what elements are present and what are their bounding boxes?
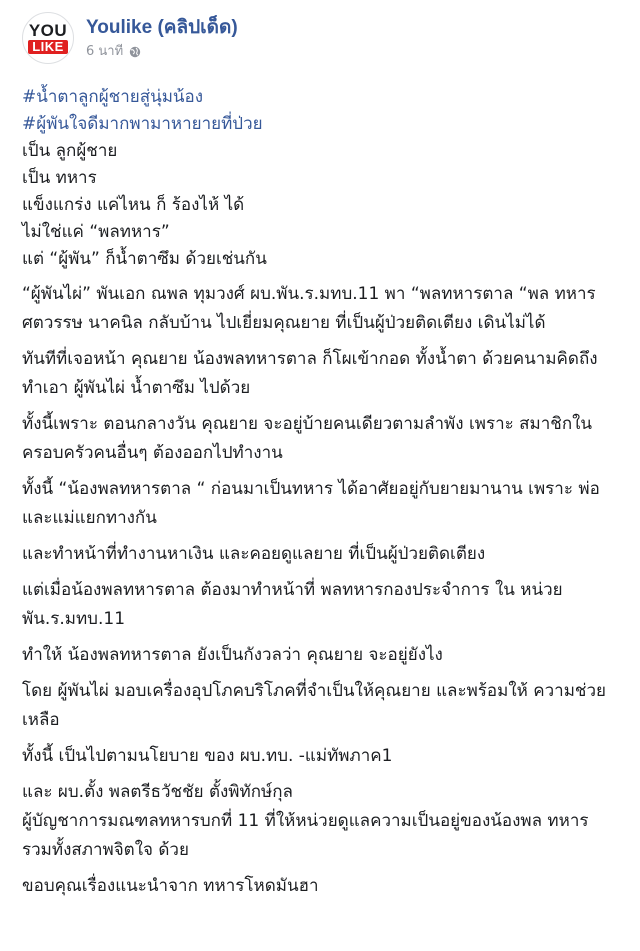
post-header-text <box>86 12 238 60</box>
post-paragraph: ทันทีที่เจอหน้า คุณยาย น้องพลทหารตาล ก็โผเข้ากอด ทั้งน้ำตา ด้วยคนามคิดถึง ทำเอา ผู้พันไผ่ น้ำตาซึม ไปด้วย <box>22 349 598 398</box>
post-paragraph: ทำให้ น้องพลทหารตาล ยังเป็นกังวลว่า คุณยาย จะอยู่ยังไง <box>22 645 443 665</box>
intro-line: แข็งแกร่ง แค่ไหน ก็ ร้องไห้ ได้ <box>22 195 245 215</box>
post-header <box>22 12 626 74</box>
intro-line: แต่ “ผู้พัน” ก็น้ำตาซึม ด้วยเช่นกัน <box>22 249 267 269</box>
globe-icon[interactable] <box>129 46 141 58</box>
post-paragraph: และทำหน้าที่ทำงานหาเงิน และคอยดูแลยาย ที่เป็นผู้ป่วยติดเตียง <box>22 544 486 564</box>
post-timestamp[interactable]: 6 นาที <box>86 44 124 59</box>
hashtag-link[interactable]: #น้ำตาลูกผู้ชายสู่นุ่มน้อง <box>22 87 204 107</box>
hashtag-link[interactable]: #ผู้พันใจดีมากพามาหายายที่ป่วย <box>22 114 263 134</box>
avatar[interactable] <box>22 12 74 64</box>
credit-line: ขอบคุณเรื่องแนะนำจาก ทหารโหดมันฮา <box>22 876 319 896</box>
page-name-link[interactable]: Youlike (คลิปเด็ด) <box>86 17 238 38</box>
closing-line: ผู้บัญชาการมณฑลทหารบกที่ 11 ที่ให้หน่วยดูแลความเป็นอยู่ของน้องพล ทหาร รวมทั้งสภาพจิตใจ ด้วย <box>22 811 589 860</box>
avatar-logo-top: YOU <box>28 20 68 40</box>
closing-line: และ ผบ.ตั้ง พลตรีธวัชชัย ตั้งพิทักษ์กุล <box>22 782 293 802</box>
intro-line: ไม่ใช่แค่ “พลทหาร” <box>22 222 170 242</box>
intro-lines <box>22 138 626 273</box>
post-paragraph: ทั้งนี้เพราะ ตอนกลางวัน คุณยาย จะอยู่บ้ายคนเดียวตามลำพัง เพราะ สมาชิกในครอบครัวคนอื่นๆ ต้องออกไปทำงาน <box>22 414 593 463</box>
intro-line: เป็น ลูกผู้ชาย <box>22 141 118 161</box>
post-meta <box>86 44 238 60</box>
post-paragraph: ทั้งนี้ เป็นไปตามนโยบาย ของ ผบ.ทบ. -แม่ทัพภาค1 <box>22 746 393 766</box>
post-paragraph: ทั้งนี้ “น้องพลทหารตาล “ ก่อนมาเป็นทหาร ได้อาศัยอยู่กับยายมานาน เพราะ พ่อและแม่แยกทางกัน <box>22 479 600 528</box>
intro-line: เป็น ทหาร <box>22 168 97 188</box>
post-paragraph: โดย ผู้พันไผ่ มอบเครื่องอุปโภคบริโภคที่จำเป็นให้คุณยาย และพร้อมให้ ความช่วยเหลือ <box>22 681 606 730</box>
avatar-logo-bottom: LIKE <box>28 40 68 54</box>
post-paragraph: “ผู้พันไผ่” พันเอก ณพล ทุมวงศ์ ผบ.พัน.ร.มทบ.11 พา “พลทหารตาล “พล ทหาร ศตวรรษ นาคนิล กลับบ้าน ไปเยี่ยมคุณยาย ที่เป็นผู้ป่วยติดเตียง เดินไม่ได้ <box>22 284 596 333</box>
post-paragraph: แต่เมื่อน้องพลทหารตาล ต้องมาทำหน้าที่ พลทหารกองประจำการ ใน หน่วย พัน.ร.มทบ.11 <box>22 580 563 629</box>
closing-paragraph <box>22 778 622 865</box>
hashtag-list <box>22 84 626 138</box>
